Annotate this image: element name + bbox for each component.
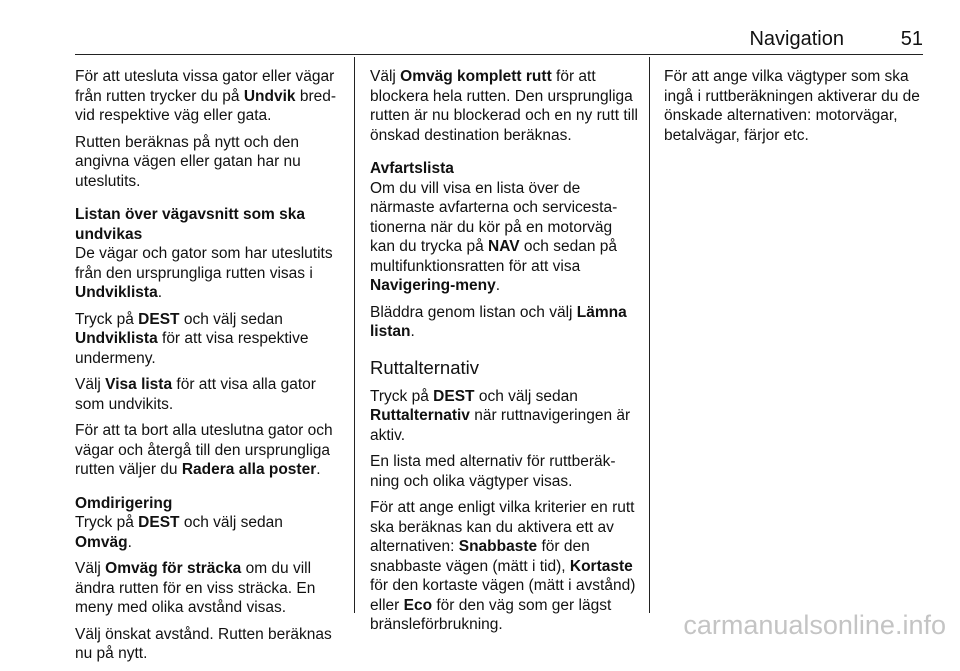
paragraph: Välj önskat avstånd. Rutten beräknas nu på nytt. [75,625,332,662]
paragraph: Välj Visa lista för att visa alla gator som undvikits. [75,376,316,413]
header-rule [75,54,923,55]
column-3 [664,67,924,152]
paragraph: För att ta bort alla uteslutna gator och vägar och återgå till den ursprungliga rutten väljer du Radera alla poster. [75,422,333,478]
paragraph: Välj Omväg för sträcka om du vill ändra rutten för en viss sträcka. En meny med olika avstånd visas. [75,560,316,616]
paragraph: Tryck på DEST och välj sedan Ruttalternativ när ruttnavigeringen är aktiv. [370,387,631,444]
page-header [75,26,923,52]
paragraph: Tryck på DEST och välj sedan Undviklista för att visa respektive undermeny. [75,310,309,367]
paragraph: Rutten beräknas på nytt och den angivna vägen eller gatan har nu uteslutits. [75,133,301,190]
column-2 [370,67,638,642]
page-number: 51 [900,28,923,50]
paragraph: För att utesluta vissa gator eller vägar från rutten trycker du på Undvik bredvid respektive väg eller gata. [75,68,337,124]
column-divider-2 [649,57,650,613]
paragraph: För att ange vilka vägtyper som ska ingå i ruttberäkningen aktiverar du de önskade alternativen: motorvägar, betalvägar, färjor etc. [664,68,920,144]
paragraph: Om du vill visa en lista över de närmaste avfarterna och servicestationerna när du kör på en motorväg kan du trycka på NAV och sedan på multifunktionsratten för att visa Navigering-meny. [370,179,618,294]
heading-route-options: Ruttalternativ [370,356,479,378]
column-1 [75,67,343,671]
heading-avoid-list: Listan över vägavsnitt som ska undvikas [75,206,306,243]
watermark: carmanualsonline.info [683,610,946,640]
paragraph: Bläddra genom listan och välj Lämna listan. [370,303,627,340]
column-divider-1 [354,57,355,613]
paragraph: En lista med alternativ för ruttberäkning och olika vägtyper visas. [370,453,616,490]
paragraph: Välj Omväg komplett rutt för att blockera hela rutten. Den ursprungliga rutten är nu blockerad och en ny rutt till önskad destination beräknas. [370,68,638,144]
paragraph: De vägar och gator som har uteslutits från den ursprungliga rutten visas i Undviklista. [75,245,333,301]
heading-detour: Omdirigering [75,494,173,512]
paragraph: För att ange enligt vilka kriterier en rutt ska beräknas kan du aktivera ett av alternativen: Snabbaste för den snabbaste vägen (mätt i tid), Kortaste för den kortaste vägen (mätt i avstånd) eller Eco för den väg som ger lägst bränsleförbrukning. [370,499,636,633]
paragraph: Tryck på DEST och välj sedan Omväg. [75,514,283,551]
heading-exit-list: Avfartslista [370,160,454,177]
section-title: Navigation [749,28,844,50]
